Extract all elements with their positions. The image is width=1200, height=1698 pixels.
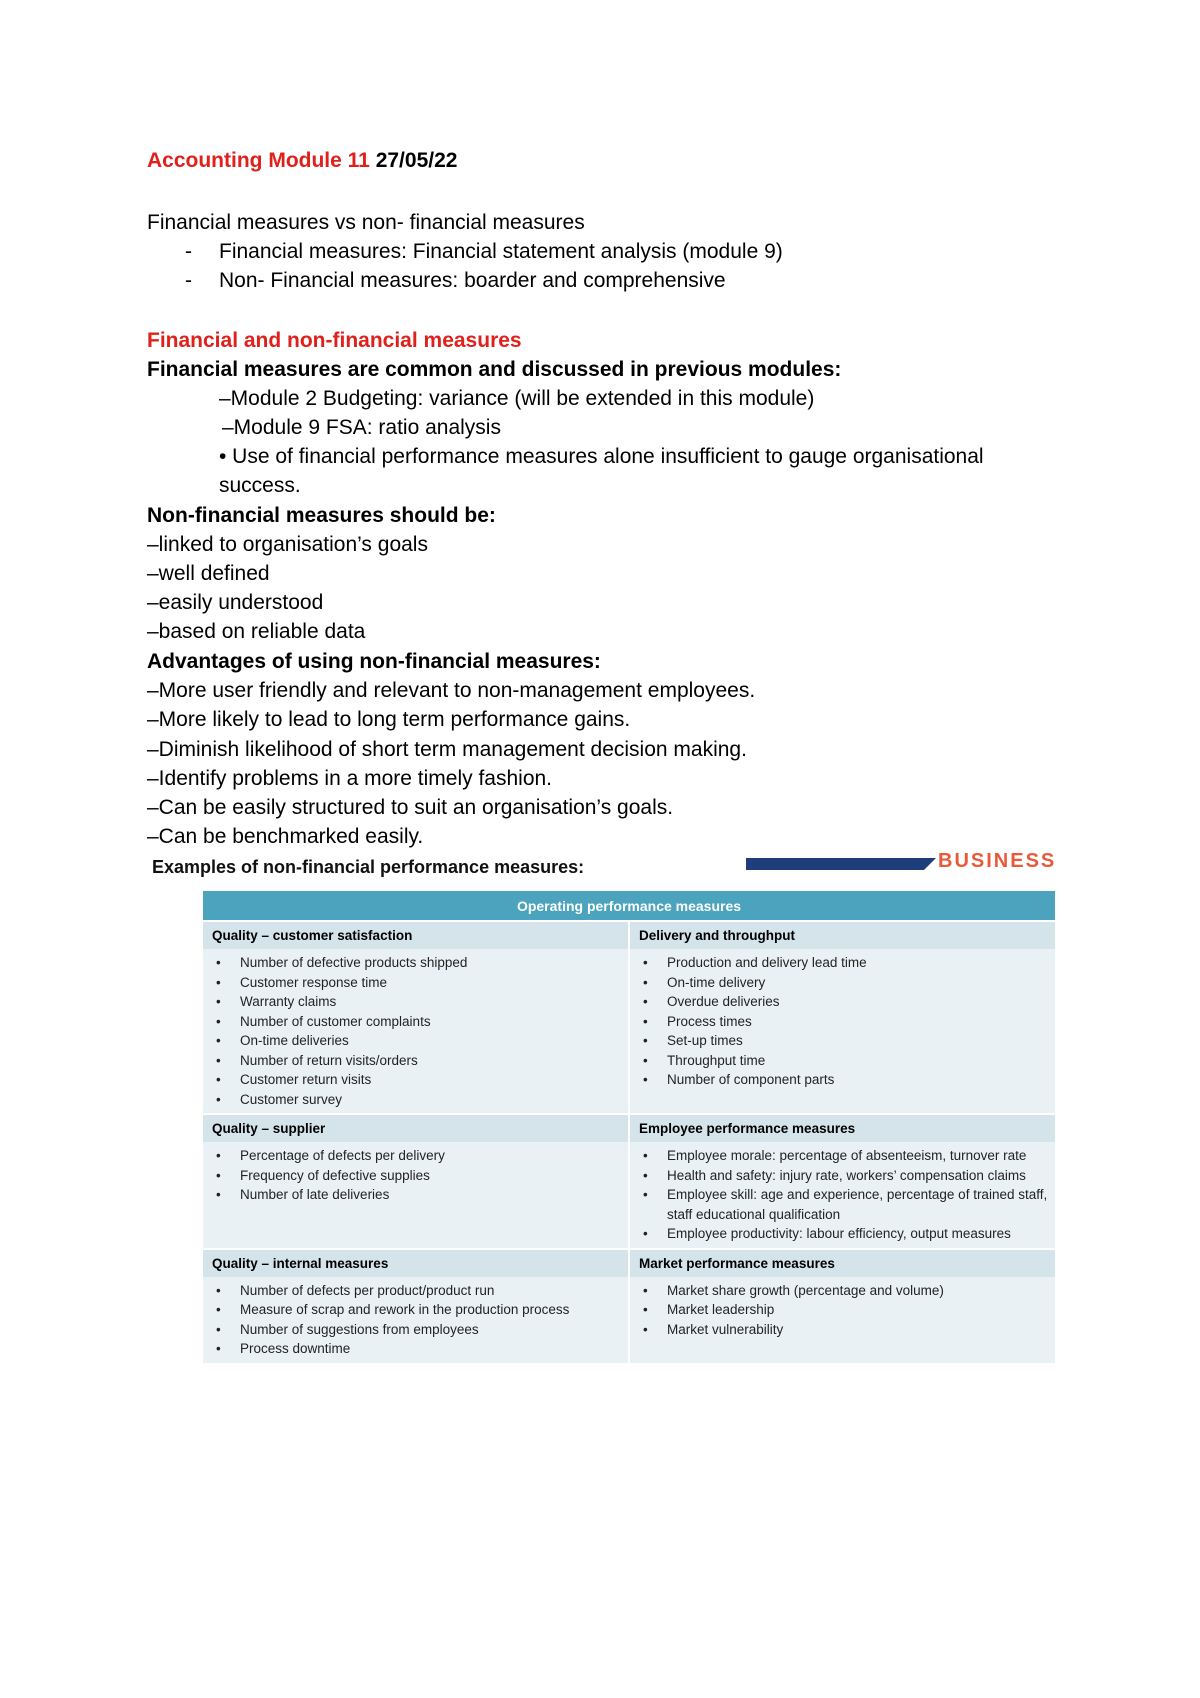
list-item: • Market vulnerability — [639, 1320, 1049, 1340]
financial-item: –Module 9 FSA: ratio analysis — [222, 416, 501, 439]
list-item: • Production and delivery lead time — [639, 953, 1049, 973]
list-item: • Market share growth (percentage and volume) — [639, 1281, 1049, 1301]
list-item: • Number of customer complaints — [212, 1012, 622, 1032]
category-heading: Employee performance measures — [630, 1113, 1055, 1142]
list-item: • Number of defects per product/product run — [212, 1281, 622, 1301]
financial-intro: Financial measures are common and discussed in previous modules: — [147, 358, 842, 381]
list-item: • Throughput time — [639, 1051, 1049, 1071]
list-item: • Customer survey — [212, 1090, 622, 1110]
measures-table — [201, 891, 1057, 1363]
advantage-item: –Can be benchmarked easily. — [147, 825, 424, 848]
list-item: • Number of suggestions from employees — [212, 1320, 622, 1340]
category-cell — [203, 949, 628, 1113]
category-cell — [630, 949, 1055, 1113]
logo-text: BUSINESS — [938, 850, 1057, 872]
category-heading: Market performance measures — [630, 1248, 1055, 1277]
list-item: • Overdue deliveries — [639, 992, 1049, 1012]
list-item: • Number of return visits/orders — [212, 1051, 622, 1071]
financial-item: –Module 2 Budgeting: variance (will be extended in this module) — [219, 387, 815, 410]
category-cell — [630, 1142, 1055, 1248]
category-cell — [630, 1277, 1055, 1363]
list-item: • On-time deliveries — [212, 1031, 622, 1051]
list-item: • Health and safety: injury rate, workers’ compensation claims — [639, 1166, 1049, 1186]
list-item: • Customer return visits — [212, 1070, 622, 1090]
nonfin-item: –based on reliable data — [147, 620, 366, 643]
list-item: • Customer response time — [212, 973, 622, 993]
dash-marker: - — [185, 240, 192, 263]
advantage-item: –Identify problems in a more timely fashion. — [147, 767, 553, 790]
list-item: • Number of component parts — [639, 1070, 1049, 1090]
category-cell — [203, 1142, 628, 1248]
table-title: Operating performance measures — [203, 891, 1055, 920]
intro-heading: Financial measures vs non- financial measures — [147, 211, 585, 234]
list-item: • Employee morale: percentage of absenteeism, turnover rate — [639, 1146, 1049, 1166]
list-item: • On-time delivery — [639, 973, 1049, 993]
category-heading: Quality – supplier — [203, 1113, 628, 1142]
list-item: • Frequency of defective supplies — [212, 1166, 622, 1186]
advantage-item: –Can be easily structured to suit an organisation’s goals. — [147, 796, 674, 819]
nonfin-item: –linked to organisation’s goals — [147, 533, 428, 556]
list-item: • Employee skill: age and experience, percentage of trained staff, staff educational qualification — [639, 1185, 1049, 1224]
category-cell — [203, 1277, 628, 1363]
category-heading: Delivery and throughput — [630, 920, 1055, 949]
financial-item: • Use of financial performance measures alone insufficient to gauge organisational — [219, 445, 984, 468]
dash-marker: - — [185, 269, 192, 292]
financial-item: success. — [219, 474, 301, 497]
intro-item: - Non- Financial measures: boarder and comprehensive — [185, 266, 726, 295]
list-item: • Process downtime — [212, 1339, 622, 1359]
list-item: • Warranty claims — [212, 992, 622, 1012]
list-item: • Measure of scrap and rework in the production process — [212, 1300, 622, 1320]
list-item: • Percentage of defects per delivery — [212, 1146, 622, 1166]
category-heading: Quality – internal measures — [203, 1248, 628, 1277]
list-item: • Number of late deliveries — [212, 1185, 622, 1205]
section-heading: Financial and non-financial measures — [147, 329, 522, 352]
advantages-intro: Advantages of using non-financial measures: — [147, 650, 601, 673]
page-title — [147, 149, 457, 173]
intro-item: - Financial measures: Financial statement analysis (module 9) — [185, 237, 783, 266]
nonfin-item: –well defined — [147, 562, 270, 585]
category-heading: Quality – customer satisfaction — [203, 920, 628, 949]
slide-caption: Examples of non-financial performance measures: — [152, 857, 585, 877]
nonfin-intro: Non-financial measures should be: — [147, 504, 496, 527]
list-item: • Employee productivity: labour efficiency, output measures — [639, 1224, 1049, 1244]
logo-banner — [746, 858, 924, 870]
list-item: • Market leadership — [639, 1300, 1049, 1320]
nonfin-item: –easily understood — [147, 591, 324, 614]
title-date: 27/05/22 — [375, 149, 458, 172]
list-item: • Set-up times — [639, 1031, 1049, 1051]
advantage-item: –Diminish likelihood of short term management decision making. — [147, 738, 747, 761]
list-item: • Number of defective products shipped — [212, 953, 622, 973]
title-module: Accounting Module 11 — [147, 149, 370, 172]
advantage-item: –More user friendly and relevant to non-management employees. — [147, 679, 756, 702]
list-item: • Process times — [639, 1012, 1049, 1032]
advantage-item: –More likely to lead to long term performance gains. — [147, 708, 631, 731]
